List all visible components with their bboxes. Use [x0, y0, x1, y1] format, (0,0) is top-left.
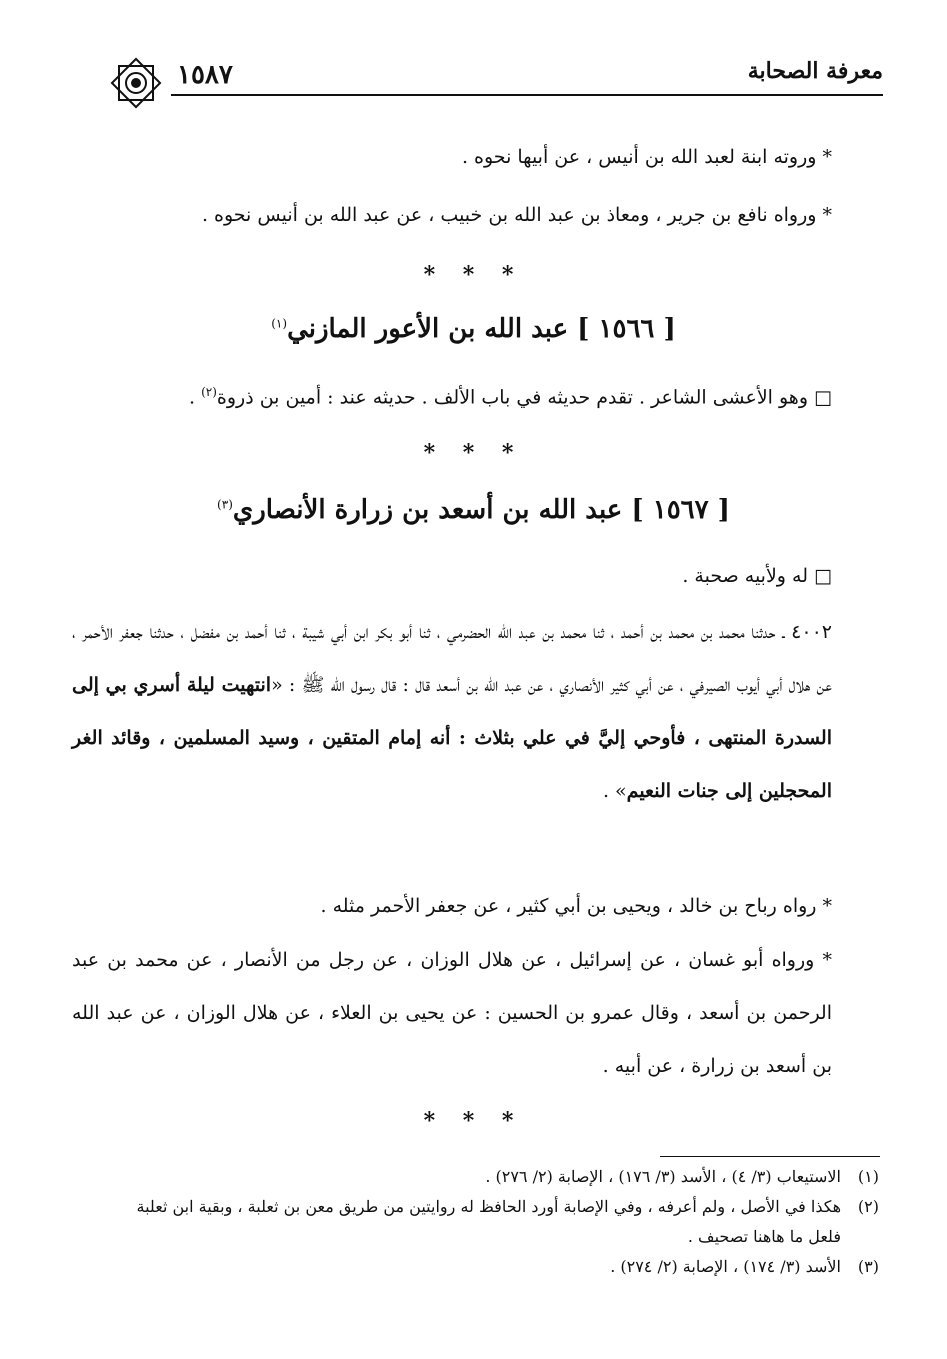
- footnote: [119, 1162, 879, 1192]
- riwaya-paragraph: * رواه رباح بن خالد ، ويحيى بن أبي كثير ، عن جعفر الأحمر مثله .: [320, 895, 832, 917]
- hadith-matn: انتهيت ليلة أسري بي إلى السدرة المنتهى ، فأوحي إليَّ في علي بثلاث : أنه إمام المتقين ، وسيد المسلمين ، وقائد الغر المحجلين إلى جنات النعيم: [72, 674, 832, 802]
- section-separator: * * *: [423, 262, 524, 288]
- entry-title-text: [ ١٥٦٧ ] عبد الله بن أسعد بن زرارة الأنصاري: [232, 495, 730, 525]
- footnote-ref: (٣): [217, 497, 233, 512]
- footnote-number: (٢): [857, 1197, 879, 1216]
- text-line: * ورواه نافع بن جرير ، ومعاذ بن عبد الله بن خبيب ، عن عبد الله بن أنيس نحوه .: [201, 204, 832, 226]
- footnote: [119, 1252, 879, 1282]
- entry-text: [189, 385, 832, 408]
- page-number: ١٥٨٧: [177, 60, 233, 90]
- footnote-text: هكذا في الأصل ، ولم أعرفه ، وفي الإصابة أورد الحافظ له روايتين من طريق معن بن ثعلبة ، وبقية ابن ثعلبة فلعل ما هاهنا تصحيف .: [136, 1197, 841, 1246]
- book-title: معرفة الصحابة: [747, 58, 883, 84]
- header-rule: [171, 94, 883, 96]
- entry-title-text: [ ١٥٦٦ ] عبد الله بن الأعور المازني: [287, 314, 676, 344]
- entry-text: □ له ولأبيه صحبة .: [682, 565, 832, 587]
- hadith-paragraph: [72, 606, 832, 818]
- octagram-ornament-icon: [105, 52, 167, 114]
- section-separator: * * *: [423, 1108, 524, 1134]
- footnotes: [119, 1162, 879, 1282]
- footnote-text: الأسد (٣/ ١٧٤) ، الإصابة (٢/ ٢٧٤) .: [610, 1257, 841, 1276]
- footnote-ref: (٢): [201, 385, 217, 399]
- footnote-text: الاستيعاب (٣/ ٤) ، الأسد (٣/ ١٧٦) ، الإصابة (٢/ ٢٧٦) .: [485, 1167, 841, 1186]
- page-header: [105, 52, 883, 100]
- text-line: * وروته ابنة لعبد الله بن أنيس ، عن أبيها نحوه .: [461, 146, 832, 168]
- footnote: [119, 1192, 879, 1252]
- section-separator: * * *: [423, 440, 524, 466]
- footnote-ref: (١): [271, 316, 288, 331]
- hadith-isnad: ٤٠٠٢ ـ حدثنا محمد بن محمد بن أحمد ، ثنا محمد بن عبد الله الحضرمي ، ثنا أبو بكر ابن أبي شيبة ، ثنا أحمد بن مفضل ، حدثنا جعفر الأحمر ، عن هلال أبي أيوب الصيرفي ، عن أبي كثير الأنصاري ، عن عبد الله بن أسعد قال : قال رسول الله ﷺ : «: [72, 621, 832, 696]
- entry-text-end: .: [188, 386, 202, 409]
- footnote-number: (١): [857, 1167, 879, 1186]
- entry-title: [0, 495, 947, 525]
- entry-title: [0, 314, 947, 344]
- footnote-number: (٣): [857, 1257, 879, 1276]
- riwaya-paragraph: * ورواه أبو غسان ، عن إسرائيل ، عن هلال الوزان ، عن رجل من الأنصار ، عن محمد بن عبد الرحمن بن أسعد ، وقال عمرو بن الحسين : عن يحيى بن العلاء ، عن هلال الوزان ، عن عبد الله بن أسعد بن زرارة ، عن أبيه .: [72, 949, 832, 1077]
- hadith-end: » .: [602, 780, 627, 802]
- entry-text-body: □ وهو الأعشى الشاعر . تقدم حديثه في باب الألف . حديثه عند : أمين بن ذروة: [216, 386, 832, 409]
- footnote-rule: [660, 1156, 880, 1157]
